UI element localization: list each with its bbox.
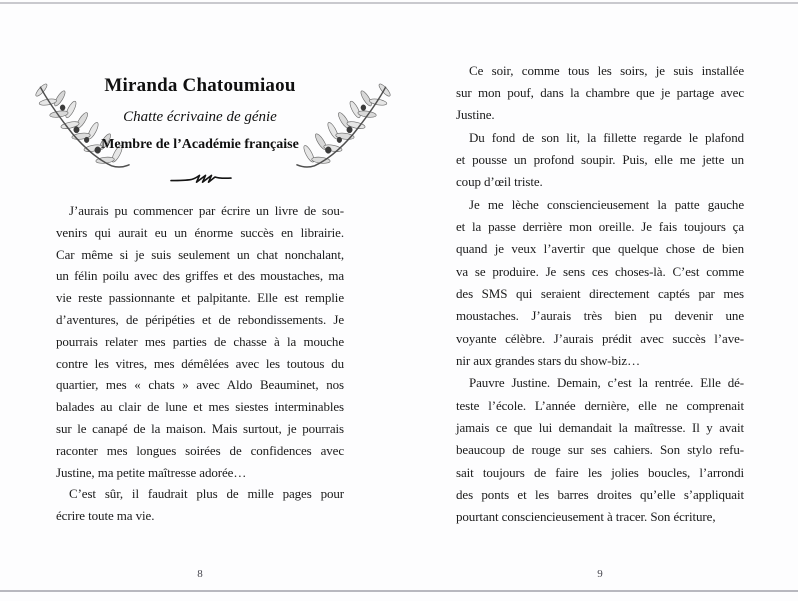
text-line: C’est sûr, il faudrait plus de mille pages pour: [69, 486, 344, 502]
text-line: sait toujours de faire les jolies boucles, l’arrondi: [456, 464, 744, 480]
text-line: venirs qui aurait eu un énorme succès en librairie.: [56, 224, 344, 240]
text-line: coup d’œil triste.: [456, 174, 543, 190]
page-top-rule: [0, 2, 798, 4]
text-line: et pousse un profond soupir. Puis, elle me jette un: [456, 151, 744, 167]
text-line: jamais ce que lui demandait la maîtresse. Il y avait: [456, 420, 744, 435]
left-page-number: 8: [197, 568, 203, 580]
text-line: écrire toute ma vie.: [56, 508, 155, 524]
text-line: sur le canapé de la maison. Mais surtout, je pourrais: [56, 420, 344, 436]
text-line: un félin poilu avec des griffes et des moustaches, ma: [56, 268, 344, 284]
text-line: d’aventures, de péripéties et de rebondissements. Je: [56, 311, 344, 327]
text-line: sur mon pouf, dans la chambre que je partage avec: [456, 84, 744, 100]
text-line: Justine.: [456, 107, 495, 123]
text-line: nir aux grandes stars du show-biz…: [456, 352, 640, 368]
author-title: Miranda Chatoumiaou: [104, 75, 296, 96]
text-line: contre les vitres, mes démêlées avec les toutous du: [56, 355, 344, 371]
text-line: moustaches. J’aurais très bien pu devenir une: [456, 308, 744, 324]
text-line: pourrais relater mes parties de chasse à la mouche: [56, 333, 344, 349]
text-line: des SMS qui seraient directement captés par mes: [456, 285, 744, 301]
right-page-number: 9: [597, 568, 603, 580]
text-line: va se produire. Je sens ces choses-là. C’est comme: [456, 263, 744, 279]
text-line: Je me lèche consciencieusement la patte gauche: [469, 196, 744, 212]
squiggle-divider-icon: [170, 172, 232, 186]
text-line: balades au clair de lune et mes siestes interminables: [56, 399, 344, 415]
text-line: J’aurais pu commencer par écrire un livre de sou-: [69, 203, 344, 218]
page-bottom-rule: [0, 590, 798, 592]
text-line: Justine, ma petite maîtresse adorée…: [56, 464, 247, 480]
text-line: Ce soir, comme tous les soirs, je suis installée: [469, 62, 744, 78]
text-line: quand je veux l’avertir que quelque chose de bien: [456, 241, 744, 257]
text-line: et la passe derrière mon oreille. Je fais toujours ça: [456, 218, 744, 234]
author-affiliation: Membre de l’Académie française: [101, 137, 299, 152]
chapter-header: [56, 74, 344, 155]
text-line: beaucoup de rouge sur ses cahiers. Son stylo refu-: [456, 442, 744, 458]
text-line: des ponts et les barres droites qu’elle s’appliquait: [456, 487, 744, 503]
text-line: pourtant consciencieusement à tracer. Son écriture,: [456, 509, 716, 525]
right-page-text: [456, 60, 744, 529]
text-line: Car même si je suis seulement un chat nonchalant,: [56, 246, 344, 262]
text-line: Pauvre Justine. Demain, c’est la rentrée. Elle dé-: [469, 375, 744, 391]
left-page-text: [56, 200, 344, 527]
author-subtitle: Chatte écrivaine de génie: [123, 109, 277, 125]
text-line: voyante célèbre. J’aurais prédit avec succès l’ave-: [456, 330, 744, 346]
text-line: raconter mes longues soirées de confidences avec: [56, 442, 344, 458]
text-line: teste l’école. L’année dernière, elle ne comprenait: [456, 397, 744, 413]
text-line: quartier, mes « chats » avec Aldo Beauminet, nos: [56, 377, 344, 393]
text-line: vie reste passionnante et palpitante. Elle est remplie: [56, 290, 344, 306]
text-line: Du fond de son lit, la fillette regarde le plafond: [469, 129, 744, 145]
